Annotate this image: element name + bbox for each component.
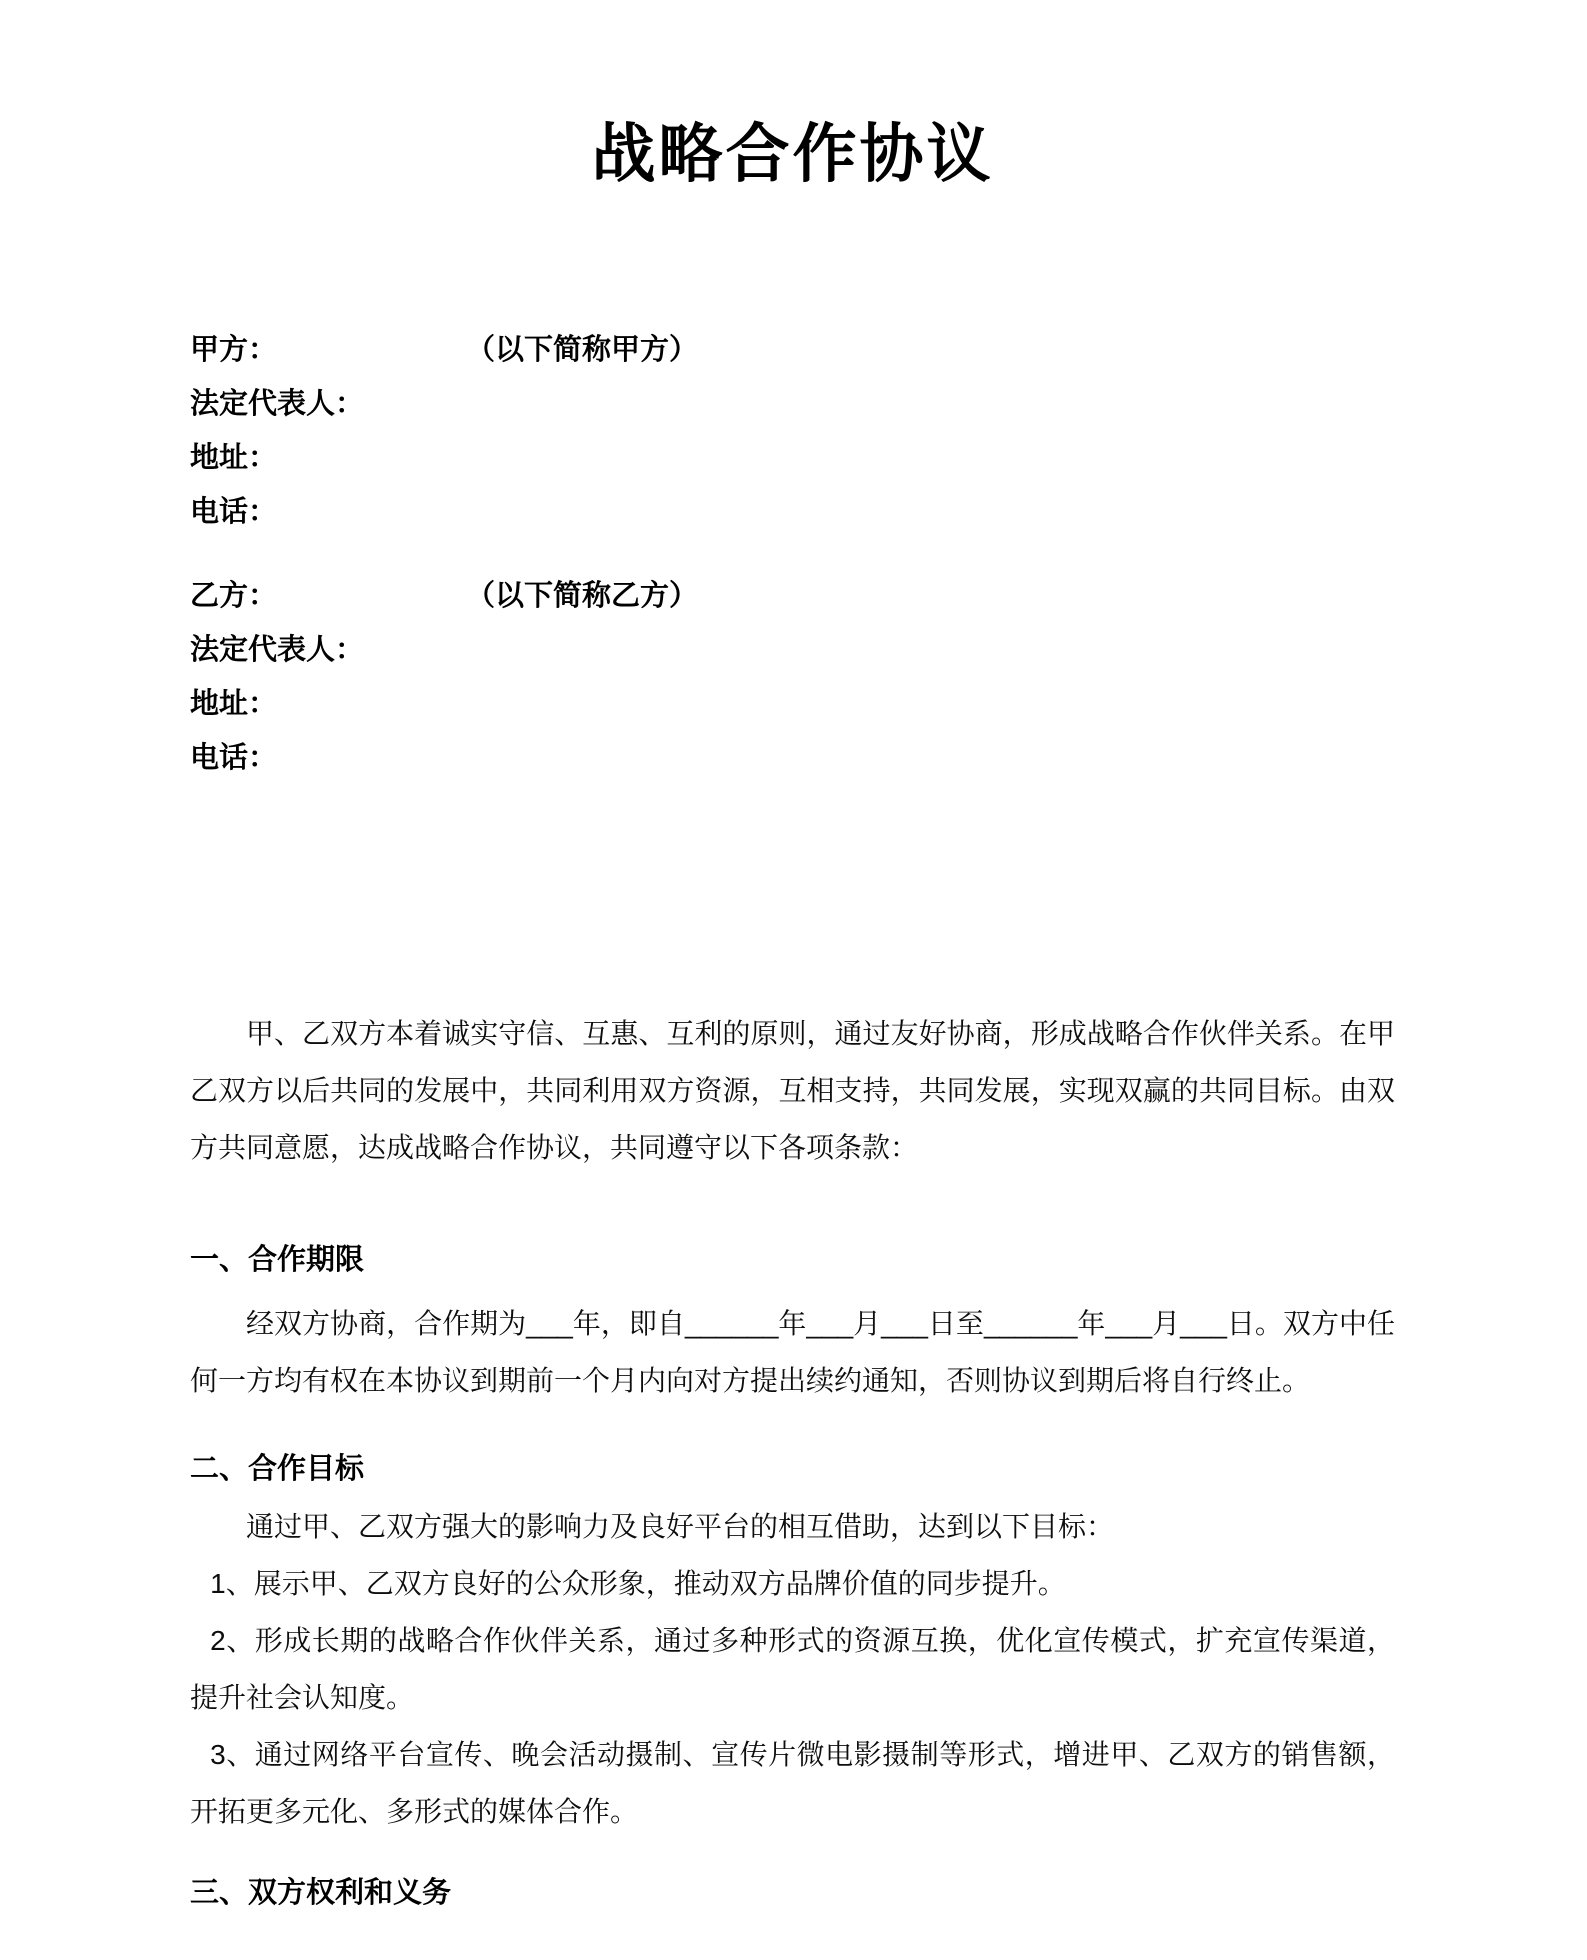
party-b-block xyxy=(190,569,1395,785)
party-blocks-spacer xyxy=(190,539,1395,569)
section-2-heading: 二、合作目标 xyxy=(190,1453,365,1485)
party-b-alias: （以下简称乙方） xyxy=(466,580,699,612)
section-2-item-2: 2、形成长期的战略合作伙伴关系，通过多种形式的资源互换，优化宣传模式，扩充宣传渠道，提升社会认知度。 xyxy=(190,1625,1395,1713)
party-b-address-label: 地址： xyxy=(190,688,278,720)
section-2-item-3: 3、通过网络平台宣传、晚会活动摄制、宣传片微电影摄制等形式，增进甲、乙双方的销售额，开拓更多元化、多形式的媒体合作。 xyxy=(190,1739,1395,1827)
section-1-heading: 一、合作期限 xyxy=(190,1244,365,1276)
party-a-name-label: 甲方： xyxy=(190,334,278,366)
document-title: 战略合作协议 xyxy=(591,118,994,190)
party-b-phone-label: 电话： xyxy=(190,742,278,774)
section-2-item-1: 1、展示甲、乙双方良好的公众形象，推动双方品牌价值的同步提升。 xyxy=(210,1568,1066,1599)
party-b-name-line xyxy=(190,569,1395,623)
party-a-name-line xyxy=(190,323,1395,377)
party-a-block xyxy=(190,323,1395,539)
section-2-intro-paragraph: 通过甲、乙双方强大的影响力及良好平台的相互借助，达到以下目标： xyxy=(246,1511,1115,1542)
section-3-heading: 三、双方权利和义务 xyxy=(190,1877,452,1909)
section-1-paragraph: 经双方协商，合作期为___年，即自______年___月___日至______年___月___日。双方中任何一方均有权在本协议到期前一个月内向对方提出续约通知，否则协议到期后将自行终止。 xyxy=(190,1308,1395,1396)
preamble-paragraph: 甲、乙双方本着诚实守信、互惠、互利的原则，通过友好协商，形成战略合作伙伴关系。在甲乙双方以后共同的发展中，共同利用双方资源，互相支持，共同发展，实现双赢的共同目标。由双方共同意愿，达成战略合作协议，共同遵守以下各项条款： xyxy=(190,1018,1395,1163)
party-b-name-label: 乙方： xyxy=(190,580,278,612)
party-b-legal-rep-label: 法定代表人： xyxy=(190,634,365,666)
party-a-address-label: 地址： xyxy=(190,442,278,474)
party-a-phone-label: 电话： xyxy=(190,496,278,528)
party-a-legal-rep-label: 法定代表人： xyxy=(190,388,365,420)
party-a-alias: （以下简称甲方） xyxy=(466,334,699,366)
